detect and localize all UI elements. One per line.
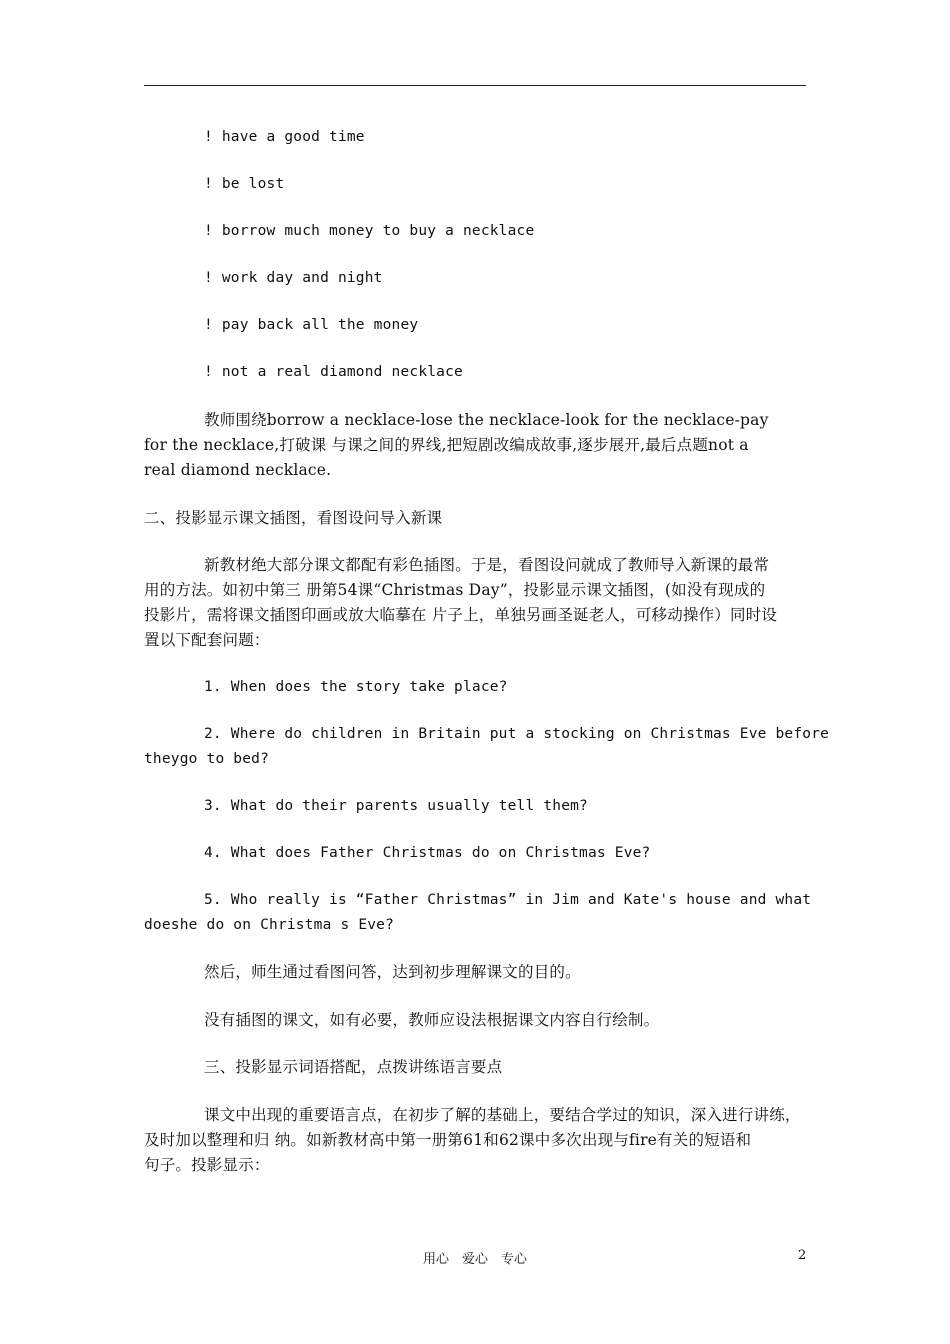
bullet-line: ! work day and night xyxy=(204,270,383,286)
paragraph-line: real diamond necklace. xyxy=(144,461,332,479)
bullet-line: ! be lost xyxy=(204,176,285,192)
paragraph-line: 置以下配套问题： xyxy=(144,631,270,649)
question-line: 1. When does the story take place? xyxy=(204,679,508,695)
question-line: 2. Where do children in Britain put a stocking on Christmas Eve before xyxy=(204,726,830,742)
paragraph-line: 用的方法。如初中第三 册第54课“Christmas Day”，投影显示课文插图，(如没有现成的 xyxy=(144,581,766,599)
paragraph-line: 句子。投影显示： xyxy=(144,1156,270,1174)
bullet-line: ! pay back all the money xyxy=(204,317,419,333)
page-number: 2 xyxy=(798,1248,807,1263)
paragraph-line: 课文中出现的重要语言点，在初步了解的基础上，要结合学过的知识，深入进行讲练， xyxy=(204,1106,801,1124)
question-line: 5. Who really is “Father Christmas” in Jim and Kate's house and what xyxy=(204,892,812,908)
paragraph-line: 教师围绕borrow a necklace-lose the necklace-look for the necklace-pay xyxy=(204,411,769,429)
header-rule xyxy=(144,85,806,86)
bullet-line: ! borrow much money to buy a necklace xyxy=(204,223,535,239)
paragraph-line: for the necklace,打破课 与课之间的界线,把短剧改编成故事,逐步展开,最后点题not a xyxy=(144,436,749,454)
paragraph-line: 新教材绝大部分课文都配有彩色插图。于是，看图设问就成了教师导入新课的最常 xyxy=(204,556,770,574)
section-heading: 三、投影显示词语搭配，点拨讲练语言要点 xyxy=(204,1058,503,1076)
paragraph-line: 然后，师生通过看图问答，达到初步理解课文的目的。 xyxy=(204,963,581,981)
question-line: doeshe do on Christma s Eve? xyxy=(144,917,395,933)
section-heading: 二、投影显示课文插图，看图设问导入新课 xyxy=(144,509,443,527)
question-line: 3. What do their parents usually tell them? xyxy=(204,798,588,814)
page-footer: 用心 爱心 专心 xyxy=(422,1252,527,1267)
paragraph-line: 投影片，需将课文插图印画或放大临摹在 片子上，单独另画圣诞老人，可移动操作）同时设 xyxy=(144,606,778,624)
bullet-line: ! not a real diamond necklace xyxy=(204,364,463,380)
bullet-line: ! have a good time xyxy=(204,129,365,145)
question-line: theygo to bed? xyxy=(144,751,270,767)
question-line: 4. What does Father Christmas do on Christmas Eve? xyxy=(204,845,651,861)
paragraph-line: 及时加以整理和归 纳。如新教材高中第一册第61和62课中多次出现与fire有关的短语和 xyxy=(144,1131,752,1149)
paragraph-line: 没有插图的课文，如有必要，教师应设法根据课文内容自行绘制。 xyxy=(204,1011,660,1029)
